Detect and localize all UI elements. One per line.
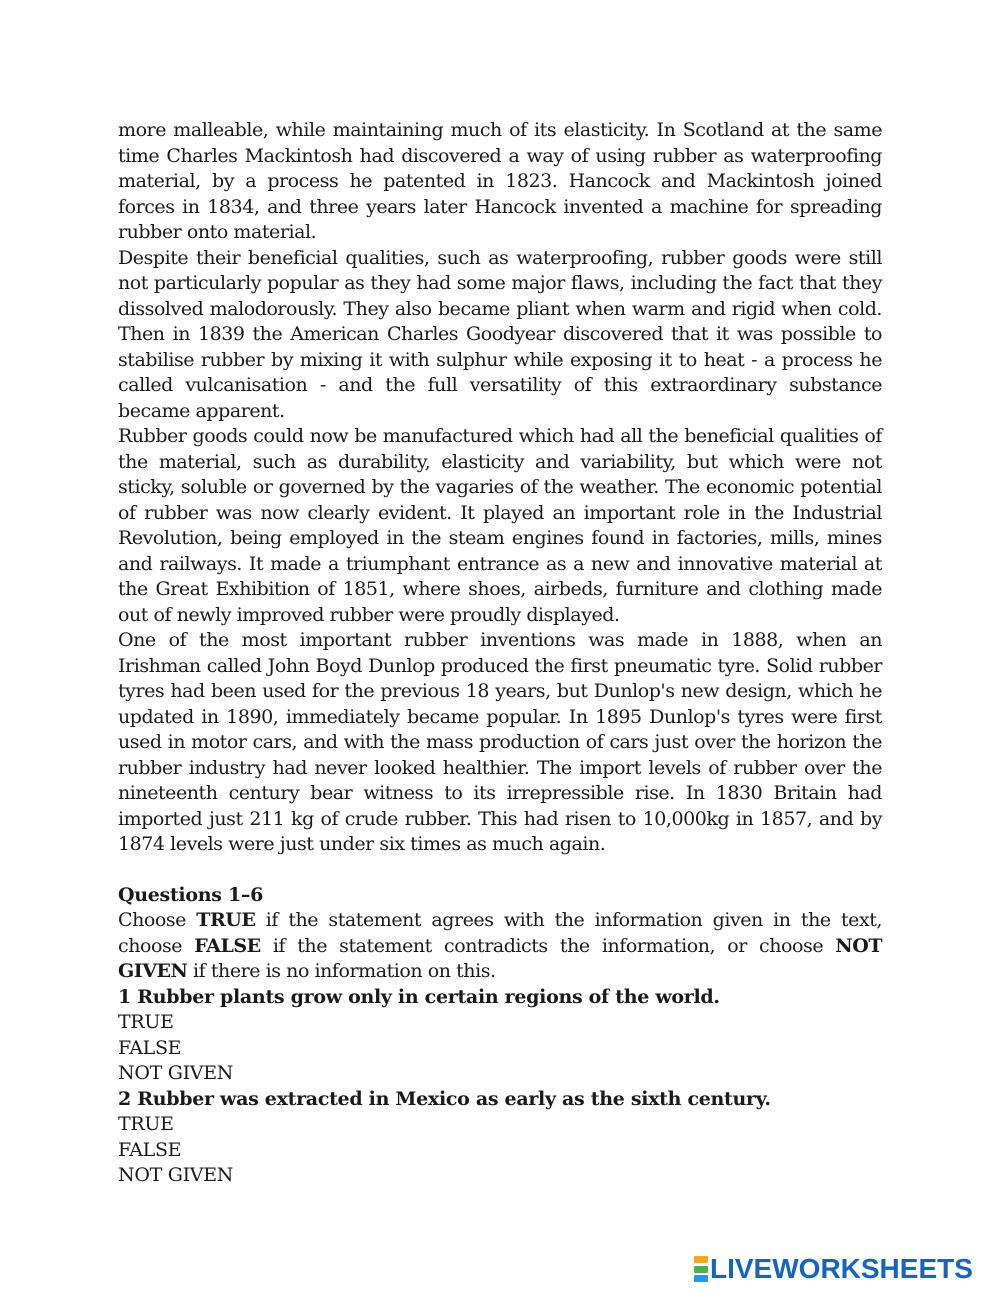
question-1-option-true[interactable]: TRUE bbox=[118, 1011, 174, 1033]
question-1 bbox=[118, 985, 882, 1087]
question-1-text: 1 Rubber plants grow only in certain regions of the world. bbox=[118, 985, 720, 1008]
instr-mid-1: if the statement agrees with the information given in the text, choose bbox=[118, 909, 882, 957]
question-2-text: 2 Rubber was extracted in Mexico as early as the sixth century. bbox=[118, 1087, 771, 1110]
instr-false-word: FALSE bbox=[194, 934, 261, 957]
section-spacer bbox=[118, 858, 882, 883]
passage-paragraph-4: One of the most important rubber inventions was made in 1888, when an Irishman called John Boyd Dunlop produced the first pneumatic tyre. Solid rubber tyres had been used for the previous 18 years, but Dunlop's new design, which he updated in 1890, immediately became popular. In 1895 Dunlop's tyres were first used in motor cars, and with the mass production of cars just over the horizon the rubber industry had never looked healthier. The import levels of rubber over the nineteenth century bear witness to its irrepressible rise. In 1830 Britain had imported just 211 kg of crude rubber. This had risen to 10,000kg in 1857, and by 1874 levels were just under six times as much again. bbox=[118, 629, 882, 855]
worksheet-page bbox=[118, 118, 882, 1189]
question-2 bbox=[118, 1087, 882, 1189]
instr-mid-2: if the statement contradicts the information, or choose bbox=[260, 934, 836, 957]
brand-mark-bar-1 bbox=[694, 1256, 708, 1263]
question-1-option-not-given[interactable]: NOT GIVEN bbox=[118, 1062, 234, 1084]
brand-text: LIVEWORKSHEETS bbox=[710, 1253, 973, 1284]
questions-instructions bbox=[118, 908, 882, 985]
questions-heading: Questions 1–6 bbox=[118, 883, 263, 906]
brand-mark-icon bbox=[694, 1256, 708, 1282]
question-2-option-not-given[interactable]: NOT GIVEN bbox=[118, 1164, 234, 1186]
instr-not-given-word: NOT GIVEN bbox=[118, 934, 883, 982]
instr-true-word: TRUE bbox=[196, 909, 256, 931]
passage-paragraph-2: Despite their beneficial qualities, such as waterproofing, rubber goods were still not particularly popular as they had some major flaws, including the fact that they dissolved malodorously. They also became pliant when warm and rigid when cold. Then in 1839 the American Charles Goodyear discovered that it was possible to stabilise rubber by mixing it with sulphur while exposing it to heat - a process he called vulcanisation - and the full versatility of this extraordinary substance became apparent. bbox=[118, 246, 882, 422]
passage-paragraph-3: Rubber goods could now be manufactured which had all the beneficial qualities of the material, such as durability, elasticity and variability, but which were not sticky, soluble or governed by the vagaries of the weather. The economic potential of rubber was now clearly evident. It played an important role in the Industrial Revolution, being employed in the steam engines found in factories, mills, mines and railways. It made a triumphant entrance as a new and innovative material at the Great Exhibition of 1851, where shoes, airbeds, furniture and clothing made out of newly improved rubber were proudly displayed. bbox=[118, 425, 882, 626]
passage-paragraph-1: more malleable, while maintaining much of its elasticity. In Scotland at the same time Charles Mackintosh had discovered a way of using rubber as waterproofing material, by a process he patented in 1823. Hancock and Mackintosh joined forces in 1834, and three years later Hancock invented a machine for spreading rubber onto material. bbox=[118, 119, 882, 243]
brand-mark-bar-3 bbox=[694, 1275, 708, 1282]
brand-mark-bar-2 bbox=[694, 1266, 708, 1273]
question-2-option-false[interactable]: FALSE bbox=[118, 1138, 182, 1161]
instr-choose-1: Choose bbox=[118, 909, 197, 931]
instr-end: if there is no information on this. bbox=[187, 960, 496, 982]
question-2-option-true[interactable]: TRUE bbox=[118, 1113, 174, 1135]
liveworksheets-logo bbox=[694, 1254, 973, 1284]
question-1-option-false[interactable]: FALSE bbox=[118, 1036, 182, 1059]
